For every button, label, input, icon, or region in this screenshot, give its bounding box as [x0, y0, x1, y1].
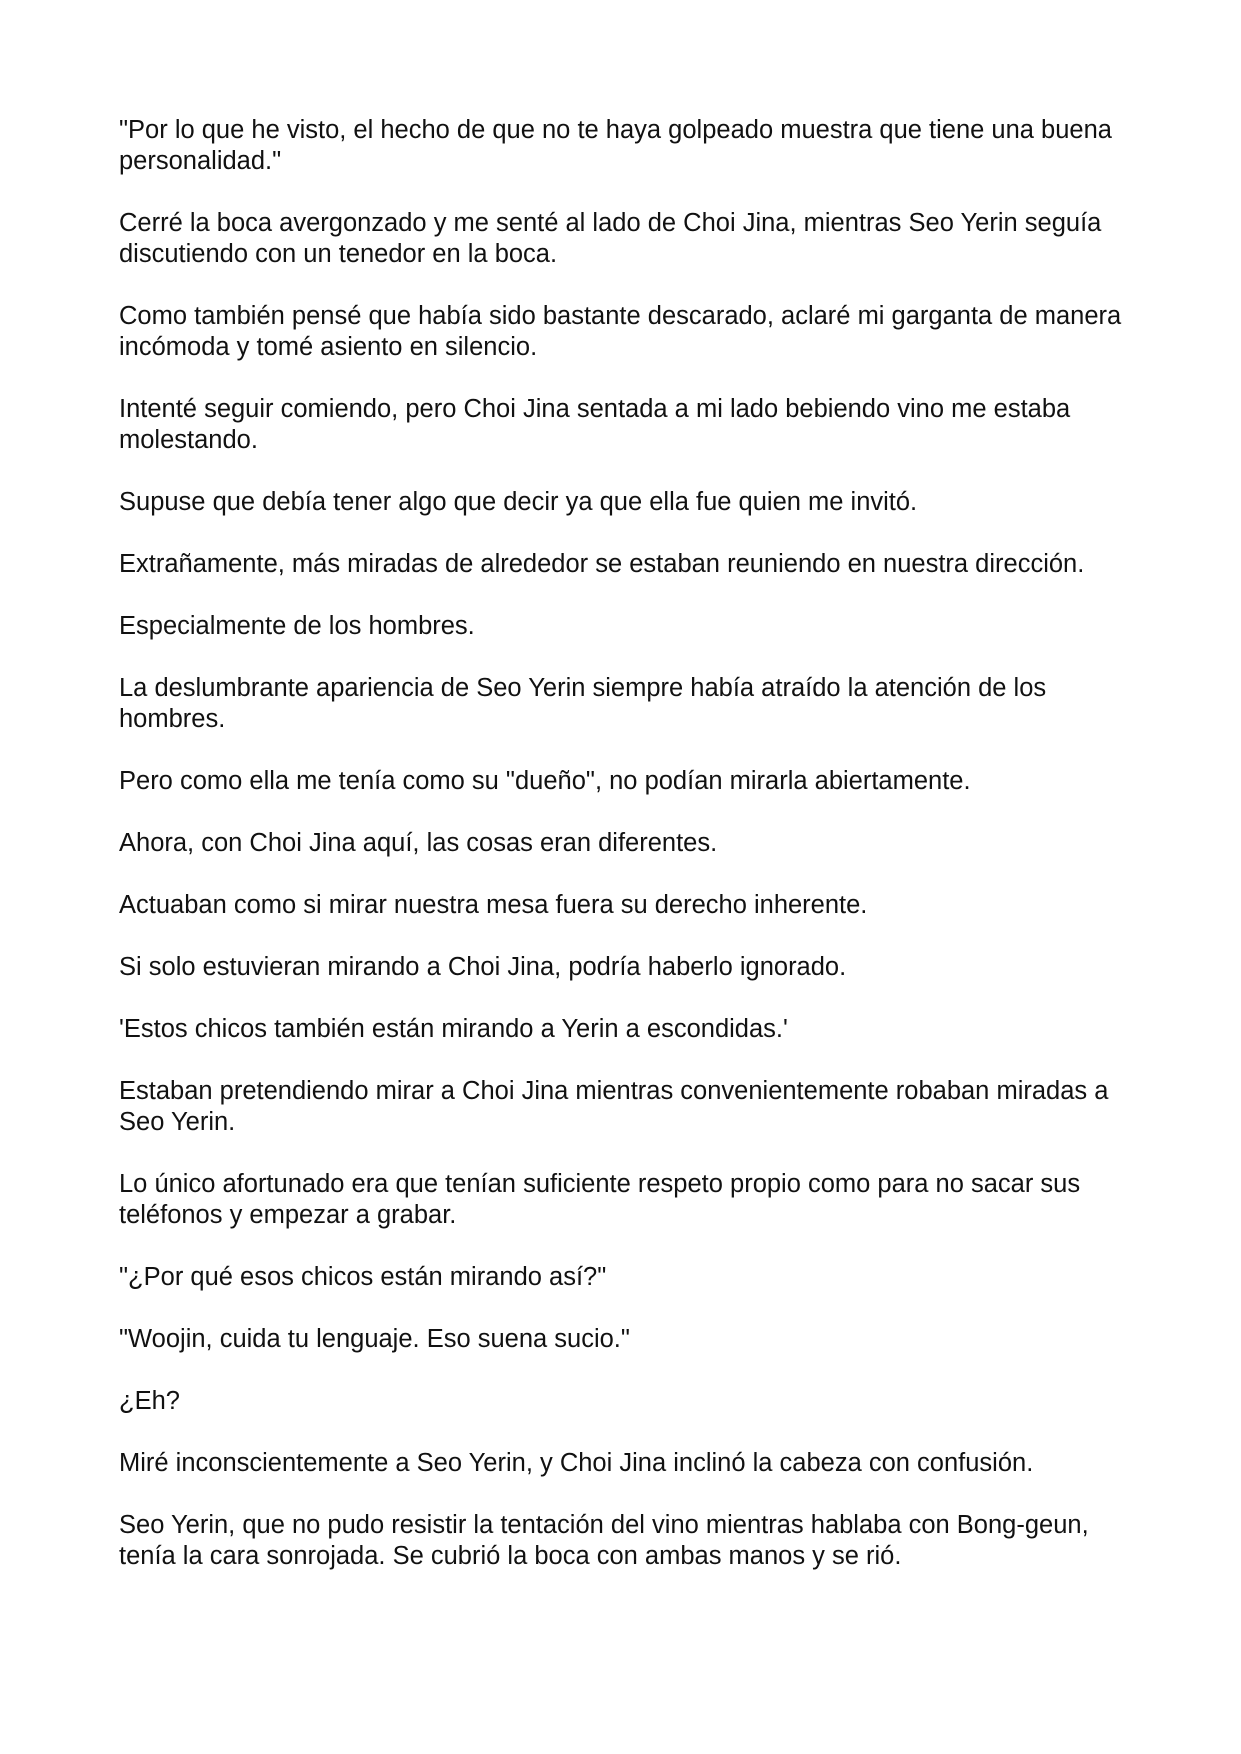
paragraph: Pero como ella me tenía como su "dueño", no podían mirarla abiertamente.	[119, 767, 971, 795]
paragraph: Actuaban como si mirar nuestra mesa fuera su derecho inherente.	[119, 891, 868, 919]
paragraph: Intenté seguir comiendo, pero Choi Jina sentada a mi lado bebiendo vino me estaba molestando.	[119, 395, 1071, 454]
paragraph: Seo Yerin, que no pudo resistir la tentación del vino mientras hablaba con Bong-geun, tenía la cara sonrojada. Se cubrió la boca con ambas manos y se rió.	[119, 1511, 1089, 1570]
paragraph: Extrañamente, más miradas de alrededor se estaban reuniendo en nuestra dirección.	[119, 550, 1085, 578]
paragraph: Como también pensé que había sido bastante descarado, aclaré mi garganta de manera incómoda y tomé asiento en silencio.	[119, 302, 1122, 361]
paragraph: Especialmente de los hombres.	[119, 612, 475, 640]
paragraph: "Woojin, cuida tu lenguaje. Eso suena sucio."	[119, 1325, 630, 1353]
paragraph: "Por lo que he visto, el hecho de que no te haya golpeado muestra que tiene una buena personalidad."	[119, 116, 1112, 175]
paragraph: Miré inconscientemente a Seo Yerin, y Choi Jina inclinó la cabeza con confusión.	[119, 1449, 1034, 1477]
paragraph: ¿Eh?	[119, 1387, 180, 1415]
paragraph: Si solo estuvieran mirando a Choi Jina, podría haberlo ignorado.	[119, 953, 847, 981]
paragraph: 'Estos chicos también están mirando a Yerin a escondidas.'	[119, 1015, 788, 1043]
paragraph: Lo único afortunado era que tenían suficiente respeto propio como para no sacar sus teléfonos y empezar a grabar.	[119, 1170, 1081, 1229]
paragraph: Estaban pretendiendo mirar a Choi Jina mientras convenientemente robaban miradas a Seo Yerin.	[119, 1077, 1109, 1136]
paragraph: Cerré la boca avergonzado y me senté al lado de Choi Jina, mientras Seo Yerin seguía discutiendo con un tenedor en la boca.	[119, 209, 1102, 268]
paragraph: La deslumbrante apariencia de Seo Yerin siempre había atraído la atención de los hombres.	[119, 674, 1047, 733]
paragraph: Supuse que debía tener algo que decir ya que ella fue quien me invitó.	[119, 488, 918, 516]
document-body	[119, 115, 1129, 1603]
paragraph: Ahora, con Choi Jina aquí, las cosas eran diferentes.	[119, 829, 718, 857]
paragraph: "¿Por qué esos chicos están mirando así?"	[119, 1263, 607, 1291]
